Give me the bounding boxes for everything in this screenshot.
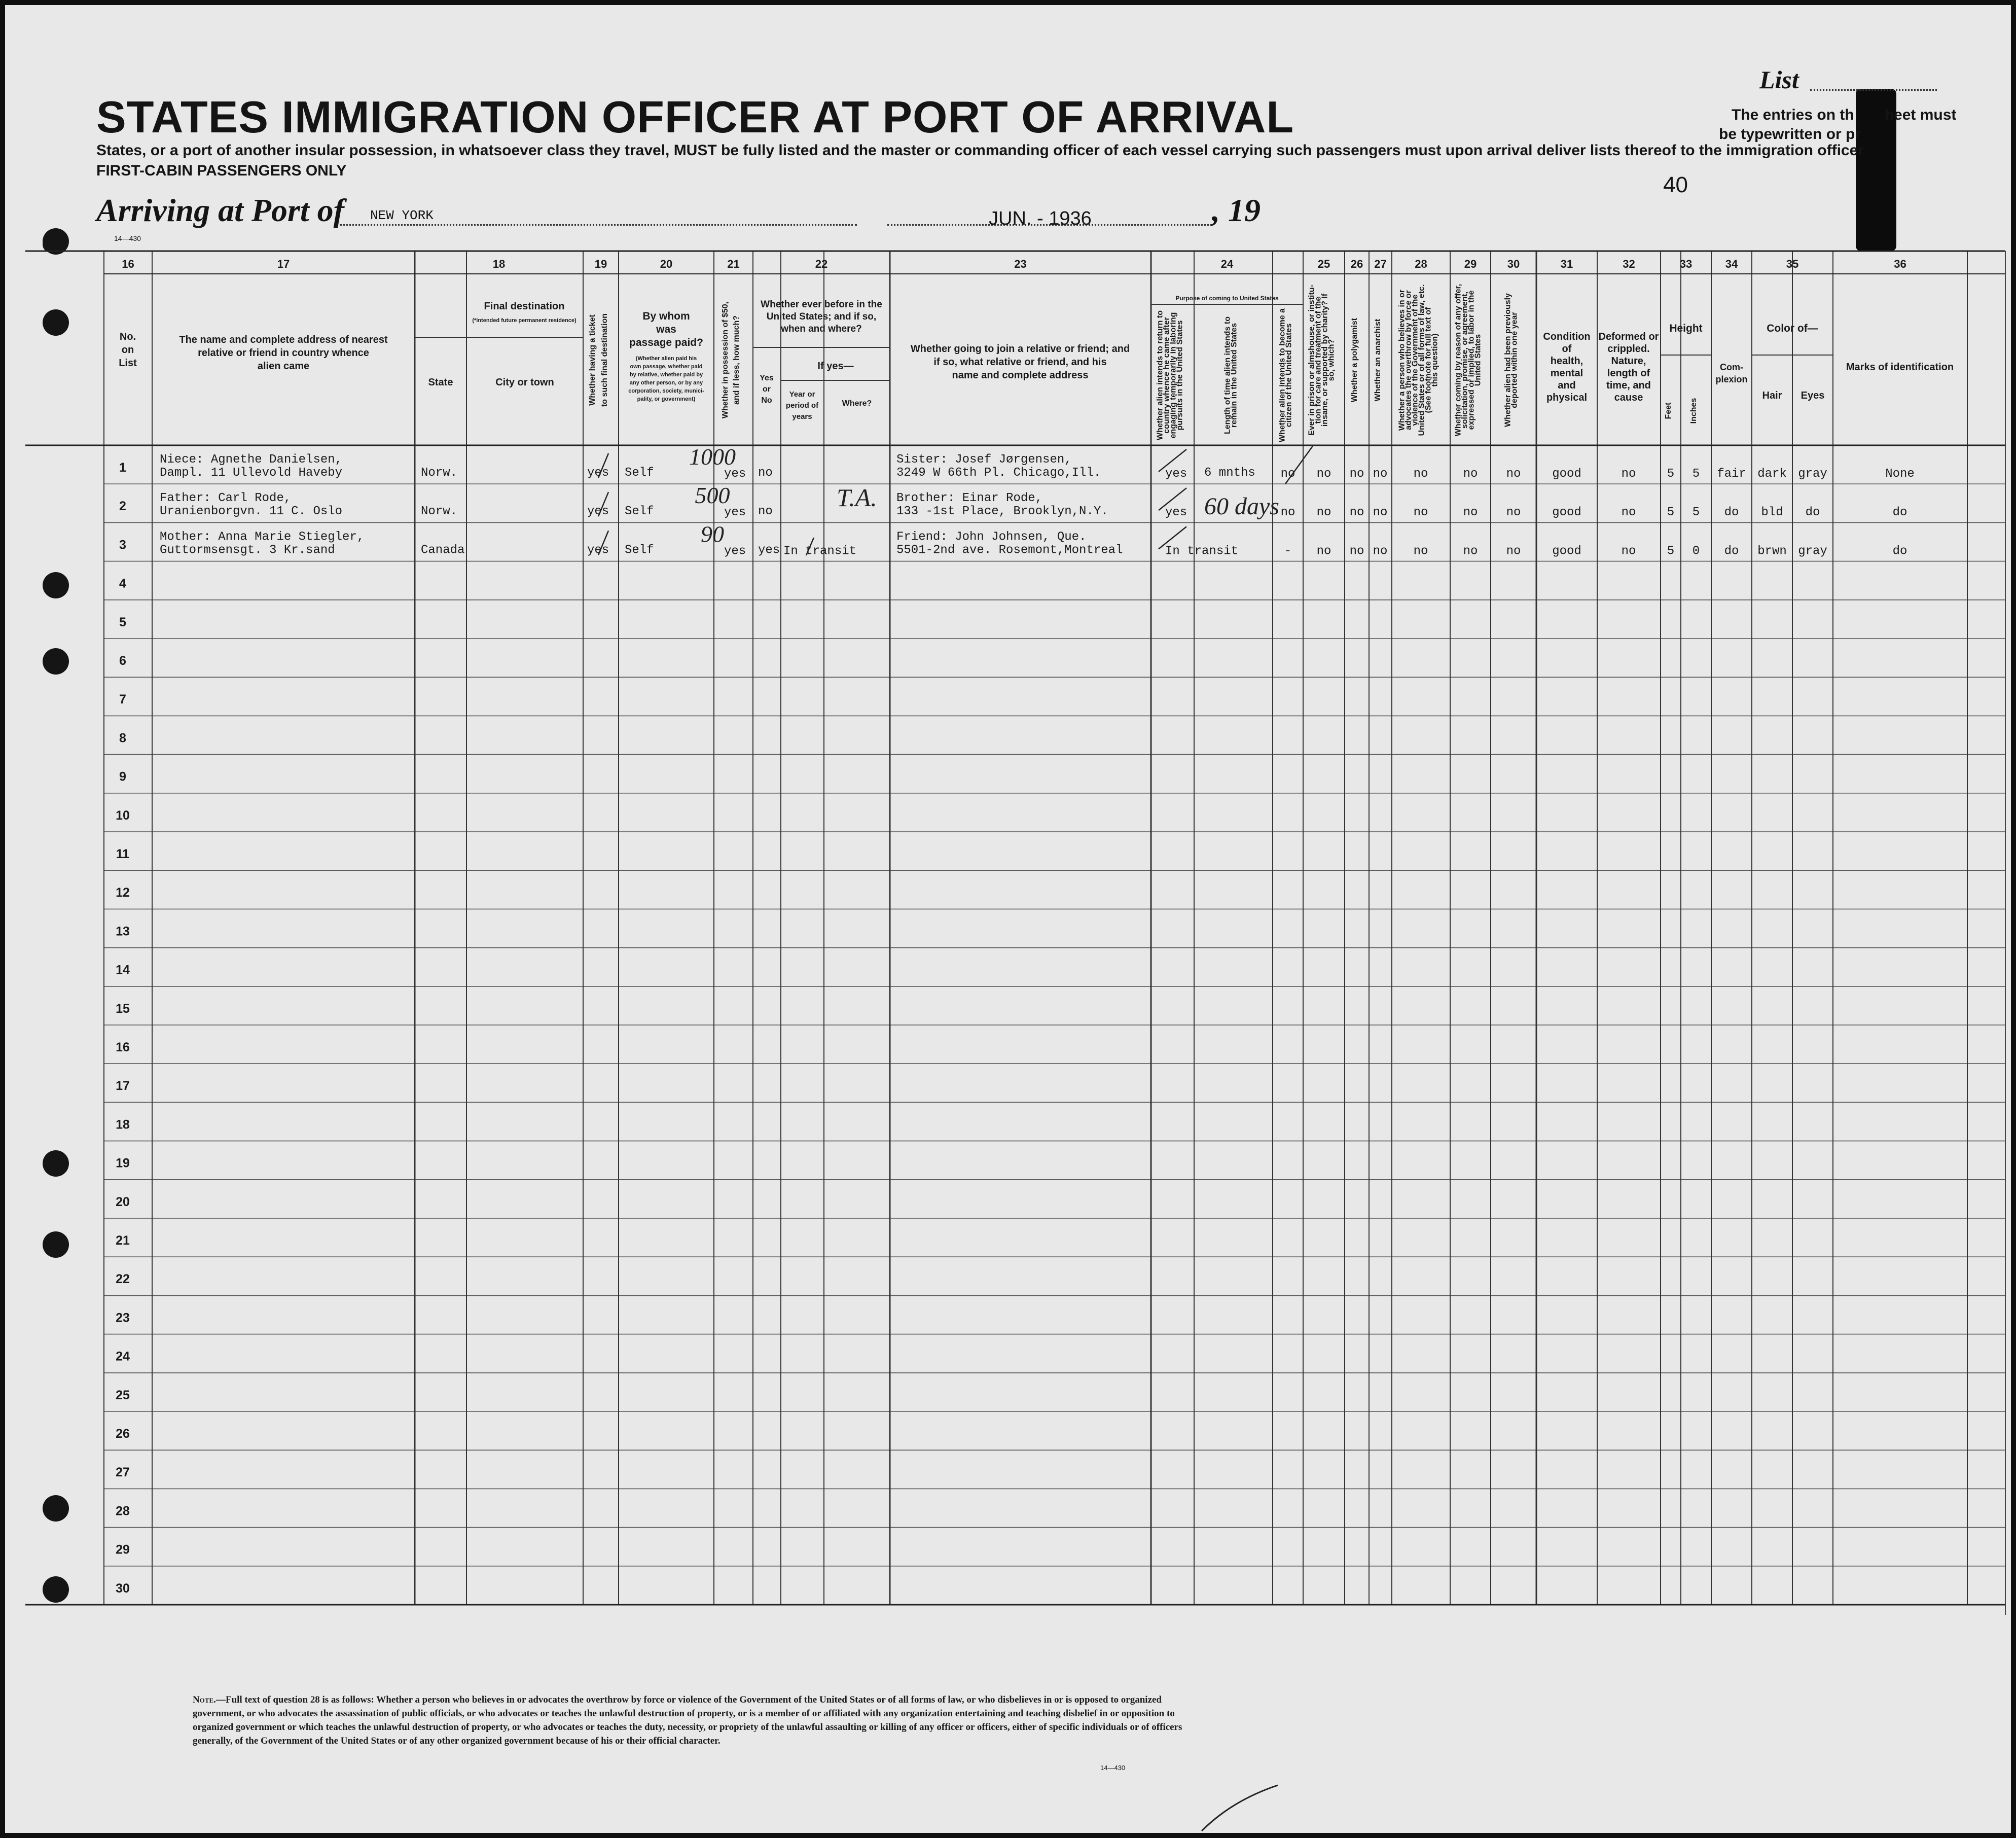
header-col29: United States: [1473, 334, 1483, 386]
header-complexion: Com-: [1720, 362, 1743, 372]
column-number: 23: [1014, 258, 1027, 270]
header-col21: Whether in possession of $50,: [721, 301, 730, 419]
header-col20-note: any other person, or by any: [629, 380, 703, 386]
row-number: 6: [119, 654, 126, 668]
hair-value: dark: [1757, 467, 1787, 481]
header-col28: violence of the Government of the: [1411, 294, 1420, 426]
sheet-number: 40: [1663, 172, 1688, 197]
intends-return: In transit: [1165, 544, 1239, 558]
header-col24-title: Purpose of coming to United States: [1175, 295, 1279, 302]
row-number: 23: [116, 1311, 130, 1325]
anarchist-value: no: [1373, 544, 1388, 558]
header-col19: Whether having a ticket: [588, 314, 597, 406]
complexion-value: do: [1724, 544, 1739, 558]
header-col22-year: Year or: [789, 390, 815, 399]
column-number: 20: [660, 258, 673, 270]
health-value: good: [1552, 467, 1581, 481]
row-number: 24: [116, 1349, 130, 1364]
intends-return: yes: [1165, 467, 1187, 481]
header-col24-citizen: citizen of the United States: [1284, 323, 1293, 428]
prison-value: no: [1316, 544, 1331, 558]
nearest-relative-line1: Niece: Agnethe Danielsen,: [160, 453, 343, 467]
passage-paid-value: Self: [625, 543, 654, 557]
header-col31: physical: [1546, 392, 1588, 403]
health-value: good: [1552, 544, 1581, 558]
row-number: 27: [116, 1465, 130, 1480]
header-col32: time, and: [1606, 380, 1651, 391]
header-col22-yesno: or: [763, 385, 771, 394]
header-col19: to such final destination: [600, 313, 609, 407]
year-label: , 19: [1212, 192, 1261, 228]
header-col32: crippled.: [1607, 343, 1650, 355]
header-col26: Whether a polygamist: [1350, 317, 1359, 403]
list-label: List: [1759, 65, 1799, 94]
header-col17: alien came: [257, 361, 310, 372]
been-before-year: In transit: [783, 544, 857, 558]
entries-note-line1: The entries on th heet must: [1732, 107, 1957, 123]
header-col20-note: by relative, whether paid by: [629, 372, 703, 378]
row-number: 2: [119, 499, 126, 514]
header-final-destination-note: (*Intended future permanent residence): [472, 317, 577, 324]
header-col31: and: [1558, 380, 1576, 391]
header-col20-note: (Whether alien paid his: [635, 356, 697, 362]
column-number: 26: [1350, 258, 1363, 270]
intends-citizen: -: [1284, 544, 1292, 558]
header-complexion: plexion: [1715, 374, 1748, 384]
height-feet: 5: [1667, 506, 1675, 520]
column-number: 36: [1894, 258, 1906, 270]
header-col27: Whether an anarchist: [1374, 319, 1382, 402]
column-number: 24: [1220, 258, 1234, 270]
height-inches: 5: [1692, 467, 1700, 481]
row-number: 19: [116, 1156, 130, 1171]
question28-value: no: [1413, 506, 1428, 520]
header-col29: expressed or implied, to labor in the: [1467, 290, 1476, 430]
height-inches: 0: [1692, 544, 1700, 558]
complexion-value: do: [1724, 506, 1739, 520]
header-col29: solicitation, promise, or agreement,: [1460, 291, 1469, 429]
column-number: 29: [1464, 258, 1477, 270]
deformed-value: no: [1621, 544, 1636, 558]
header-col23: if so, what relative or friend, and his: [933, 357, 1107, 368]
header-col22-title: United States; and if so,: [766, 311, 877, 322]
intends-citizen: no: [1280, 467, 1295, 481]
joining-line1: Sister: Josef Jørgensen,: [896, 453, 1072, 467]
row-number: 7: [119, 692, 126, 707]
row-number: 1: [119, 461, 126, 475]
form-number-top: 14—430: [114, 234, 141, 242]
been-before-value: no: [758, 466, 773, 480]
header-col24-return: country whence he came after: [1162, 317, 1171, 434]
header-col24-length: remain in the United States: [1230, 323, 1239, 428]
hair-value: bld: [1761, 506, 1783, 520]
prison-value: no: [1316, 506, 1331, 520]
cash-yes: yes: [724, 544, 746, 558]
header-col23: name and complete address: [952, 370, 1089, 381]
header-col22-yesno: No: [761, 396, 772, 405]
header-col31: of: [1562, 343, 1572, 355]
header-col22-where: Where?: [842, 399, 872, 408]
joining-line1: Brother: Einar Rode,: [896, 491, 1043, 506]
cash-amount: 500: [695, 482, 730, 509]
header-col28: Whether a person who believes in or: [1397, 289, 1407, 431]
manifest-sheet: [5, 5, 2011, 1833]
row-number: 4: [119, 576, 126, 591]
header-col32: Nature,: [1611, 356, 1646, 367]
marks-value: None: [1885, 467, 1915, 481]
header-col21: and if less, how much?: [732, 315, 741, 405]
class-label: FIRST-CABIN PASSENGERS ONLY: [96, 162, 347, 179]
joining-line1: Friend: John Johnsen, Que.: [896, 530, 1087, 544]
header-col20-title: was: [656, 324, 676, 335]
ticket-value: yes: [587, 505, 609, 519]
joining-line2: 133 -1st Place, Brooklyn,N.Y.: [896, 505, 1108, 519]
cash-yes: yes: [724, 506, 746, 520]
check-mark-icon: [1285, 445, 1313, 484]
header-city: City or town: [495, 377, 554, 388]
deported-value: no: [1506, 467, 1521, 481]
header-col24-citizen: Whether alien intends to become a: [1278, 308, 1287, 443]
header-col31: health,: [1550, 356, 1583, 367]
header-col32: cause: [1614, 392, 1643, 403]
question29-value: no: [1463, 544, 1478, 558]
intends-return: yes: [1165, 506, 1187, 520]
intends-citizen: no: [1280, 506, 1295, 520]
header-col22-ifyes: If yes—: [817, 361, 854, 372]
page-title: STATES IMMIGRATION OFFICER AT PORT OF ARRIVAL: [96, 92, 1294, 142]
header-col29: Whether coming by reason of any offer,: [1454, 284, 1463, 437]
port-value: NEW YORK: [370, 208, 434, 223]
header-col25: tion for care and treatment of the: [1314, 296, 1323, 424]
header-height: Height: [1669, 323, 1703, 334]
header-col28: (See footnote for full text of: [1424, 307, 1433, 413]
column-number: 30: [1507, 258, 1520, 270]
eyes-value: gray: [1798, 544, 1827, 558]
footnote-lead: Note.—: [193, 1694, 226, 1705]
deformed-value: no: [1621, 506, 1636, 520]
column-number: 17: [277, 258, 290, 270]
nearest-relative-line1: Mother: Anna Marie Stiegler,: [160, 530, 365, 544]
header-col30: Whether alien had been previously: [1503, 293, 1513, 428]
header-col24-length: Length of time alien intends to: [1223, 316, 1232, 434]
eyes-value: do: [1805, 506, 1820, 520]
joining-line2: 5501-2nd ave. Rosemont,Montreal: [896, 543, 1123, 557]
row-number: 13: [116, 924, 130, 939]
header-col24-return: Whether alien intends to return to: [1156, 310, 1165, 441]
anarchist-value: no: [1373, 506, 1388, 520]
header-col22-title: when and where?: [781, 324, 862, 334]
cash-yes: yes: [724, 467, 746, 481]
column-number: 34: [1725, 258, 1738, 270]
joining-line2: 3249 W 66th Pl. Chicago,Ill.: [896, 466, 1101, 480]
question28-value: no: [1413, 467, 1428, 481]
row-number: 3: [119, 538, 126, 552]
row-number: 5: [119, 615, 126, 629]
column-number: 31: [1560, 258, 1573, 270]
footnote: [193, 1693, 1186, 1748]
row-number: 21: [116, 1233, 130, 1248]
header-final-destination: Final destination: [484, 301, 565, 312]
destination-state: Canada: [421, 543, 465, 557]
polygamist-value: no: [1349, 544, 1364, 558]
header-col28: United States or of all forms of law, etc.: [1417, 284, 1426, 436]
header-no-on-list: List: [119, 358, 137, 369]
passage-paid-value: Self: [625, 466, 654, 480]
row-number: 10: [116, 808, 130, 823]
header-col25: so, which?: [1327, 339, 1336, 381]
header-col28: advocates the overthrow by force or: [1404, 290, 1413, 430]
destination-state: Norw.: [421, 466, 458, 480]
header-col17: The name and complete address of nearest: [179, 334, 388, 345]
height-feet: 5: [1667, 544, 1675, 558]
column-number: 21: [727, 258, 740, 270]
header-col20-title: By whom: [642, 310, 690, 322]
row-number: 14: [116, 963, 130, 977]
entries-note-line2: be typewritten or pr: [1719, 126, 1861, 143]
complexion-value: fair: [1717, 467, 1746, 481]
column-number: 19: [594, 258, 607, 270]
header-inches: Inches: [1689, 398, 1698, 424]
deported-value: no: [1506, 506, 1521, 520]
marks-value: do: [1892, 544, 1907, 558]
header-col22-yesno: Yes: [760, 374, 774, 382]
passage-paid-value: Self: [625, 505, 654, 519]
row-number: 25: [116, 1388, 130, 1402]
nearest-relative-line2: Guttormsensgt. 3 Kr.sand: [160, 543, 335, 557]
length-of-stay: 60 days: [1204, 493, 1279, 520]
header-col22-title: Whether ever before in the: [761, 299, 882, 310]
header-no-on-list: No.: [119, 331, 136, 342]
instruction-text: States, or a port of another insular possession, in whatsoever class they travel, MUST be fully listed and the master or commanding officer of each vessel carrying such passengers must upon arrival deliver lists thereof to the immigration officer: [96, 142, 1864, 159]
row-number: 15: [116, 1001, 130, 1016]
column-number: 35: [1786, 258, 1799, 270]
nearest-relative-line2: Dampl. 11 Ullevold Haveby: [160, 466, 343, 480]
header-col31: Condition: [1543, 331, 1591, 342]
health-value: good: [1552, 506, 1581, 520]
column-number: 25: [1317, 258, 1330, 270]
column-number: 32: [1623, 258, 1635, 270]
question28-value: no: [1413, 544, 1428, 558]
column-number: 27: [1374, 258, 1387, 270]
header-col20-title: passage paid?: [629, 337, 703, 348]
header-col25: insane, or supported by charity? If: [1320, 293, 1329, 427]
header-color-of: Color of—: [1767, 323, 1818, 334]
row-number: 30: [116, 1581, 130, 1596]
question29-value: no: [1463, 467, 1478, 481]
header-col23: Whether going to join a relative or friend; and: [910, 343, 1130, 355]
header-col32: length of: [1607, 368, 1650, 379]
header-col20-note: pality, or government): [637, 396, 696, 402]
header-col31: mental: [1550, 368, 1583, 379]
header-col32: Deformed or: [1598, 331, 1659, 342]
header-hair: Hair: [1762, 390, 1782, 401]
header-marks: Marks of identification: [1846, 362, 1954, 373]
nearest-relative-line2: Uranienborgvn. 11 C. Oslo: [160, 505, 343, 519]
column-number: 18: [492, 258, 506, 270]
ticket-value: yes: [587, 543, 609, 557]
header-col24-return: pursuits in the United States: [1175, 320, 1184, 431]
column-number: 22: [815, 258, 828, 270]
header-col28: this question): [1430, 333, 1439, 387]
row-number: 22: [116, 1272, 130, 1287]
row-number: 28: [116, 1504, 130, 1518]
row-number: 9: [119, 769, 126, 784]
footnote-text: Full text of question 28 is as follows: Whether a person who believes in or advocates the overthrow by force or violence of the Government of the United States or of all forms of law, or who disbelieves in or is opposed to organized government, or who advocates the assassination of public officials, or who advocates or teaches the unlawful destruction of property, or is a member of or affiliated with any organization entertaining and teaching disbelief in or opposition to organized government or which teaches the unlawful destruction of property, or who advocates or teaches the duty, necessity, or propriety of the unlawful assaulting or killing of any officer or officers, either of specific individuals or of officers generally, of the Government of the United States or of any other organized government because of his or their official character.: [193, 1694, 1182, 1746]
ticket-value: yes: [587, 466, 609, 480]
header-no-on-list: on: [121, 344, 134, 356]
column-number: 16: [122, 258, 134, 270]
header-col20-note: corporation, society, munici-: [628, 388, 704, 394]
form-number-bottom: 14—430: [1100, 1764, 1126, 1772]
marks-value: do: [1892, 506, 1907, 520]
cash-amount: 1000: [689, 444, 736, 470]
header-col20-note: own passage, whether paid: [630, 364, 703, 370]
deported-value: no: [1506, 544, 1521, 558]
manifest-table: [5, 5, 2011, 1833]
row-number: 29: [116, 1542, 130, 1557]
row-number: 16: [116, 1040, 130, 1054]
date-value: JUN. - 1936: [989, 208, 1092, 229]
been-before-value: yes: [758, 543, 780, 557]
row-number: 12: [116, 886, 130, 900]
row-number: 18: [116, 1117, 130, 1132]
header-col24-return: engaging temporarily in laboring: [1169, 312, 1178, 439]
deformed-value: no: [1621, 467, 1636, 481]
header-col22-year: period of: [785, 401, 819, 410]
anarchist-value: no: [1373, 467, 1388, 481]
pen-stroke-mark: [1197, 1780, 1288, 1833]
height-feet: 5: [1667, 467, 1675, 481]
header-col25: Ever in prison or almshouse, or institu-: [1307, 285, 1316, 436]
header-col17: relative or friend in country whence: [198, 347, 369, 359]
header-state: State: [428, 377, 453, 388]
row-number: 20: [116, 1194, 130, 1209]
height-inches: 5: [1692, 506, 1700, 520]
row-number: 26: [116, 1427, 130, 1441]
been-before-where: T.A.: [837, 483, 877, 512]
cash-amount: 90: [701, 521, 724, 547]
question29-value: no: [1463, 506, 1478, 520]
row-number: 8: [119, 731, 126, 746]
been-before-value: no: [758, 505, 773, 519]
nearest-relative-line1: Father: Carl Rode,: [160, 491, 292, 506]
row-number: 11: [116, 847, 130, 861]
column-number: 33: [1679, 258, 1693, 270]
header-eyes: Eyes: [1801, 390, 1825, 401]
polygamist-value: no: [1349, 467, 1364, 481]
header-col22-year: years: [792, 412, 812, 421]
polygamist-value: no: [1349, 506, 1364, 520]
header-feet: Feet: [1664, 402, 1673, 419]
row-number: 17: [116, 1079, 130, 1093]
destination-state: Norw.: [421, 505, 458, 519]
prison-value: no: [1316, 467, 1331, 481]
hair-value: brwn: [1757, 544, 1787, 558]
header-col30: deported within one year: [1510, 312, 1519, 408]
column-number: 28: [1415, 258, 1427, 270]
length-of-stay: 6 mnths: [1204, 466, 1255, 480]
eyes-value: gray: [1798, 467, 1827, 481]
arriving-label: Arriving at Port of: [96, 192, 344, 228]
